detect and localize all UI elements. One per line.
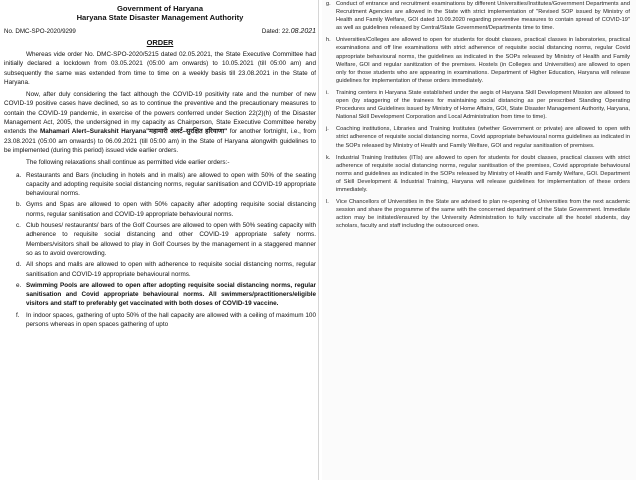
relaxation-item: k. Industrial Training Institutes (ITIs) are allowed to open for students for doubt classes, practical classes with strict adherence of requisite social distancing norms, regular sanitisation of the premises, Covid appropriate behavioural norms and guidelines as indicated in the SOPs released by Ministry of Health and Family Welfare, GOI. Department of Skill Development & Industrial Training, Haryana will release guidelines for implementation of these orders immediately. xyxy=(326,154,630,193)
order-meta xyxy=(4,28,316,35)
relaxation-item: b. Gyms and Spas are allowed to open with 50% capacity after adopting requisite social distancing norms, regular sanitisation and COVID-19 appropriate behavioural norms. xyxy=(16,201,316,218)
relaxation-item: h. Universities/Colleges are allowed to open for students for doubt classes, practical classes in laboratories, practical examinations and off line examinations with strict adherence of requisite social distancing norms, regular Covid appropriate behavioural norms, the guidelines as indicated in the SOPs released by Ministry of Health and Family Welfare, GOI and regular sanitization of the premises. Hostels (in Colleges and Universities) are allowed to open only for those students who are appearing in examinations. Department of Higher Education, Haryana will release guidelines for implementation of these orders immediately. xyxy=(326,37,630,84)
relaxation-item: l. Vice Chancellors of Universities in the State are advised to plan re-opening of Universities from the next academic session and share the programme of the same with the concerned department of the State Government. Immediate action may be initiated/ensured by the University Administration to fully vaccinate all the hostel students, day scholars, faculty and staff including the outsourced ones. xyxy=(326,199,630,230)
relaxation-item: c. Club houses/ restaurants/ bars of the Golf Courses are allowed to open with 50% seating capacity with adherence to requisite social distancing and other COVID-19 appropriate safety norms. Members/visitors shall be allowed to play in Golf Courses by the management in a staggered manner so as to avoid overcrowding. xyxy=(16,222,316,257)
paragraph-whereas: Whereas vide order No. DMC-SPO-2020/5215 dated 02.05.2021, the State Executive Committee had initially declared a lockdown from 03.05.2021 (05:00 am onwards) to 10.05.2021 (till 05:00 am) and subsequently the same was extended from time to time on a weekly basis till 23.08.2021 in the State of Haryana. xyxy=(4,51,316,86)
relaxation-list xyxy=(4,171,316,330)
left-page xyxy=(4,4,316,480)
dated-label: Dated: 22 xyxy=(261,28,289,35)
page-divider xyxy=(318,0,319,480)
header-authority: Haryana State Disaster Management Authority xyxy=(76,13,244,22)
paragraph-now-part1: Now, after duly considering the fact although the COVID-19 positivity rate and the number of new COVID-19 positive cases have declined, so as to continue the preventive and the precautionary measures to contain the COVID-19 pandemic, in exercise of the powers conferred under Section 22(2)(h) of the Disaster Management Act, 2005, the undersigned in my capacity as Chairperson, State Executive Committee hereby extends the xyxy=(4,91,316,136)
mahamari-alert-text: Mahamari Alert–Surakshit Haryana"महामारी अलर्ट–सुरक्षित हरियाणा" xyxy=(39,128,228,136)
header-government: Government of Haryana xyxy=(116,4,204,13)
relaxation-item: a. Restaurants and Bars (including in hotels and in malls) are allowed to open with 50% of the seating capacity and adopting requisite social distancing norms, regular sanitisation and COVID-19 appropriate behavioural norms. xyxy=(16,171,316,198)
order-title: ORDER xyxy=(146,38,174,47)
paragraph-now xyxy=(4,90,316,155)
relaxation-item: g. Conduct of entrance and recruitment examinations by different Universities/Institutes/Government Departments and Recruitment Agencies are allowed in the State with strict implementation of "Revised SOP issued by Ministry of Health and Family Welfare, GOI dated 10.09.2020 regarding preventive measures to contain spread of COVID-19" as well as guidelines released by Central/State Government/Departments time to time. xyxy=(326,1,630,32)
right-page xyxy=(322,0,636,480)
relaxation-item: j. Coaching institutions, Libraries and Training Institutes (whether Government or private) are allowed to open with strict adherence of requisite social distancing norms, Covid appropriate behavioural norms guidelines as indicated in the SOPs released by Ministry of Health and Family Welfare, GOI and regular sanitisation of premises. xyxy=(326,126,630,149)
order-date xyxy=(262,28,316,35)
paragraph-now-part2: for another fortnight, i.e., from 23.08.2021 (05:00 am onwards) to 06.09.2021 (till 05:00 am) in the State of Haryana alongwith guidelines to be implemented (during this period) issued vide earlier orders. xyxy=(4,128,316,154)
continued-relaxation-list xyxy=(322,0,636,230)
relaxation-item: d. All shops and malls are allowed to open with adherence to requisite social distancing norms, regular sanitisation and COVID-19 appropriate behavioural norms. xyxy=(16,261,316,278)
relaxation-item: i. Training centers in Haryana State established under the aegis of Haryana Skill Development Mission are allowed to open (by staggering of the trainees for maintaining social distancing as per prescribed Standing Operating Procedures and Guidelines issued by Ministry of Home Affairs, GOI, State Disaster Management Authority, Haryana, National Skill Development Corporation and Local Administration from time to time). xyxy=(326,89,630,121)
order-number: No. DMC-SPO-2020/9299 xyxy=(4,28,76,35)
dated-value: .08.2021 xyxy=(288,28,316,35)
paragraph-relaxations-intro: The following relaxations shall continue as permitted vide earlier orders:- xyxy=(26,159,230,167)
relaxation-item: f. In indoor spaces, gathering of upto 50% of the hall capacity are allowed with a ceiling of maximum 100 persons whereas in open spaces gathering of upto xyxy=(16,311,316,329)
relaxation-item: e. Swimming Pools are allowed to open after adopting requisite social distancing norms, regular sanitisation and Covid appropriate behavioural norms. All swimmers/practitioners/eligible visitors and staff to preferably get vaccinated with both doses of COVID-19 vaccine. xyxy=(16,281,316,308)
